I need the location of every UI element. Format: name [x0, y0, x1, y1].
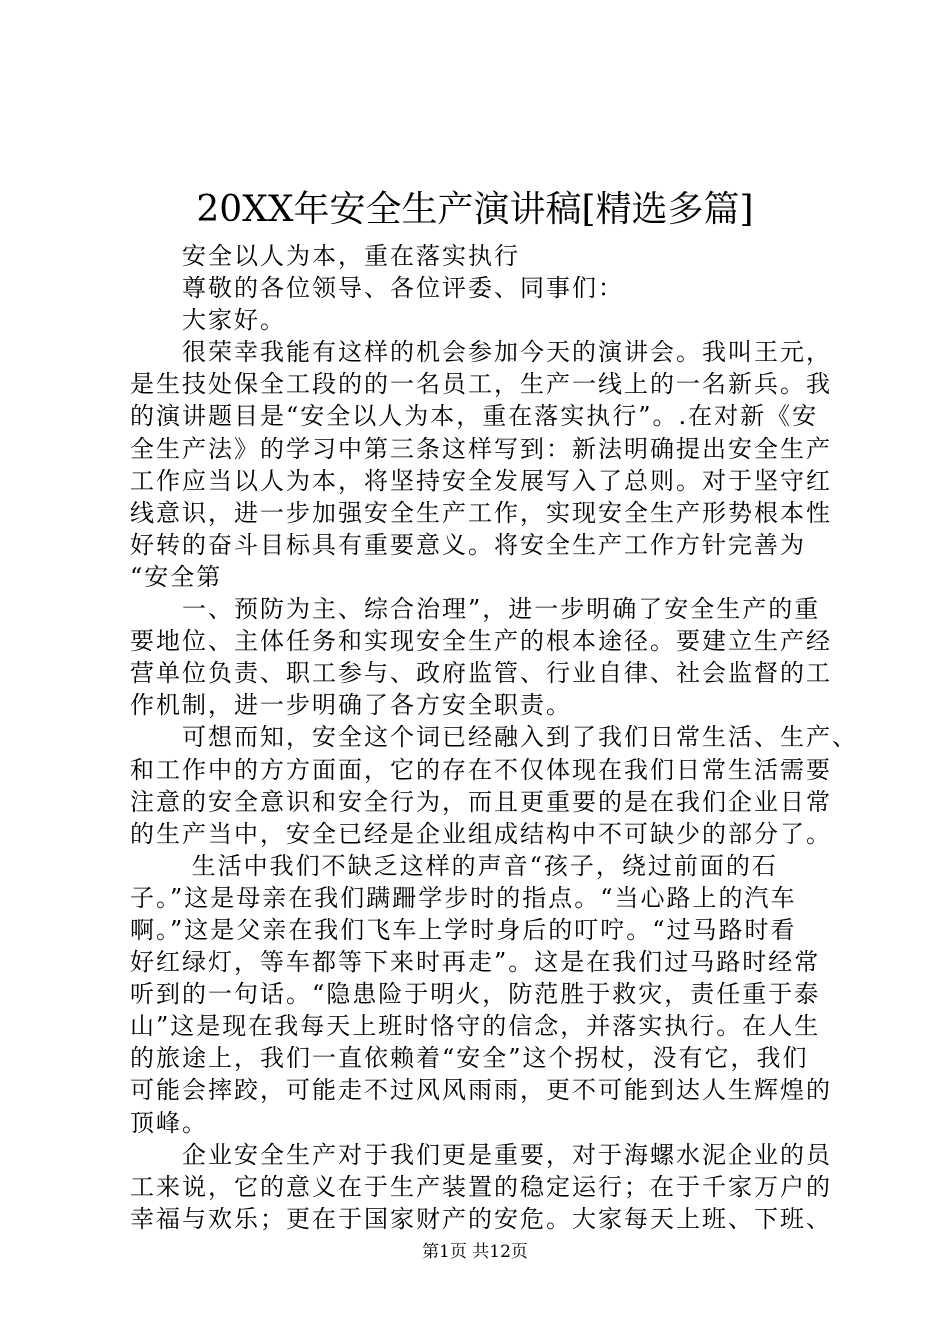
body-line: 山”这是现在我每天上班时恪守的信念，并落实执行。在人生 — [130, 1012, 821, 1041]
body-line: 安全以人为本，重在落实执行 — [130, 242, 520, 270]
document-title: 20XX年安全生产演讲稿[精选多篇] — [196, 189, 754, 230]
body-line: 线意识，进一步加强安全生产工作，实现安全生产形势根本性 — [130, 498, 832, 527]
body-line: 生活中我们不缺乏这样的声音“孩子，绕过前面的石 — [130, 851, 778, 880]
body-line: 听到的一句话。“隐患险于明火，防范胜于救灾，责任重于泰 — [130, 980, 821, 1009]
body-line: 的生产当中，安全已经是企业组成结构中不可缺少的部分了。 — [130, 819, 832, 848]
body-line: 企业安全生产对于我们更是重要，对于海螺水泥企业的员 — [130, 1140, 832, 1169]
body-line: 一、预防为主、综合治理”，进一步明确了安全生产的重 — [130, 595, 821, 624]
body-line: 注意的安全意识和安全行为，而且更重要的是在我们企业日常 — [130, 787, 832, 816]
body-line: 幸福与欢乐；更在于国家财产的安危。大家每天上班、下班、 — [130, 1204, 832, 1233]
body-line: 全生产法》的学习中第三条这样写到：新法明确提出安全生产 — [130, 434, 832, 463]
body-line: 要地位、主体任务和实现安全生产的根本途径。要建立生产经 — [130, 627, 832, 656]
document-body — [130, 240, 858, 1235]
page-footer: 第1页 共12页 — [422, 1242, 528, 1262]
body-line: 和工作中的方方面面，它的存在不仅体现在我们日常生活需要 — [130, 755, 832, 784]
body-line: 营单位负责、职工参与、政府监管、行业自律、社会监督的工 — [130, 659, 832, 688]
body-line: 的演讲题目是“安全以人为本，重在落实执行”。.在对新《安 — [130, 402, 819, 431]
body-line: 可想而知，安全这个词已经融入到了我们日常生活、生产、 — [130, 723, 858, 752]
body-line: 尊敬的各位领导、各位评委、同事们： — [130, 274, 624, 303]
body-line: “安全第 — [130, 562, 223, 591]
body-line: 好红绿灯，等车都等下来时再走”。这是在我们过马路时经常 — [130, 948, 821, 977]
body-line: 是生技处保全工段的的一名员工，生产一线上的一名新兵。我 — [130, 370, 832, 399]
body-line: 大家好。 — [130, 306, 286, 335]
body-line: 工作应当以人为本，将坚持安全发展写入了总则。对于坚守红 — [130, 466, 832, 495]
body-line: 好转的奋斗目标具有重要意义。将安全生产工作方针完善为 — [130, 530, 806, 559]
body-line: 工来说，它的意义在于生产装置的稳定运行；在于千家万户的 — [130, 1172, 832, 1201]
body-line: 作机制，进一步明确了各方安全职责。 — [130, 691, 572, 720]
body-line: 很荣幸我能有这样的机会参加今天的演讲会。我叫王元， — [130, 338, 832, 367]
body-line: 可能会摔跤，可能走不过风风雨雨，更不可能到达人生辉煌的 — [130, 1076, 832, 1105]
body-line: 顶峰。 — [130, 1108, 208, 1137]
body-line: 的旅途上，我们一直依赖着“安全”这个拐杖，没有它，我们 — [130, 1044, 809, 1073]
body-line: 啊。”这是父亲在我们飞车上学时身后的叮咛。“过马路时看 — [130, 915, 797, 944]
body-line: 子。”这是母亲在我们蹒跚学步时的指点。“当心路上的汽车 — [130, 883, 797, 912]
